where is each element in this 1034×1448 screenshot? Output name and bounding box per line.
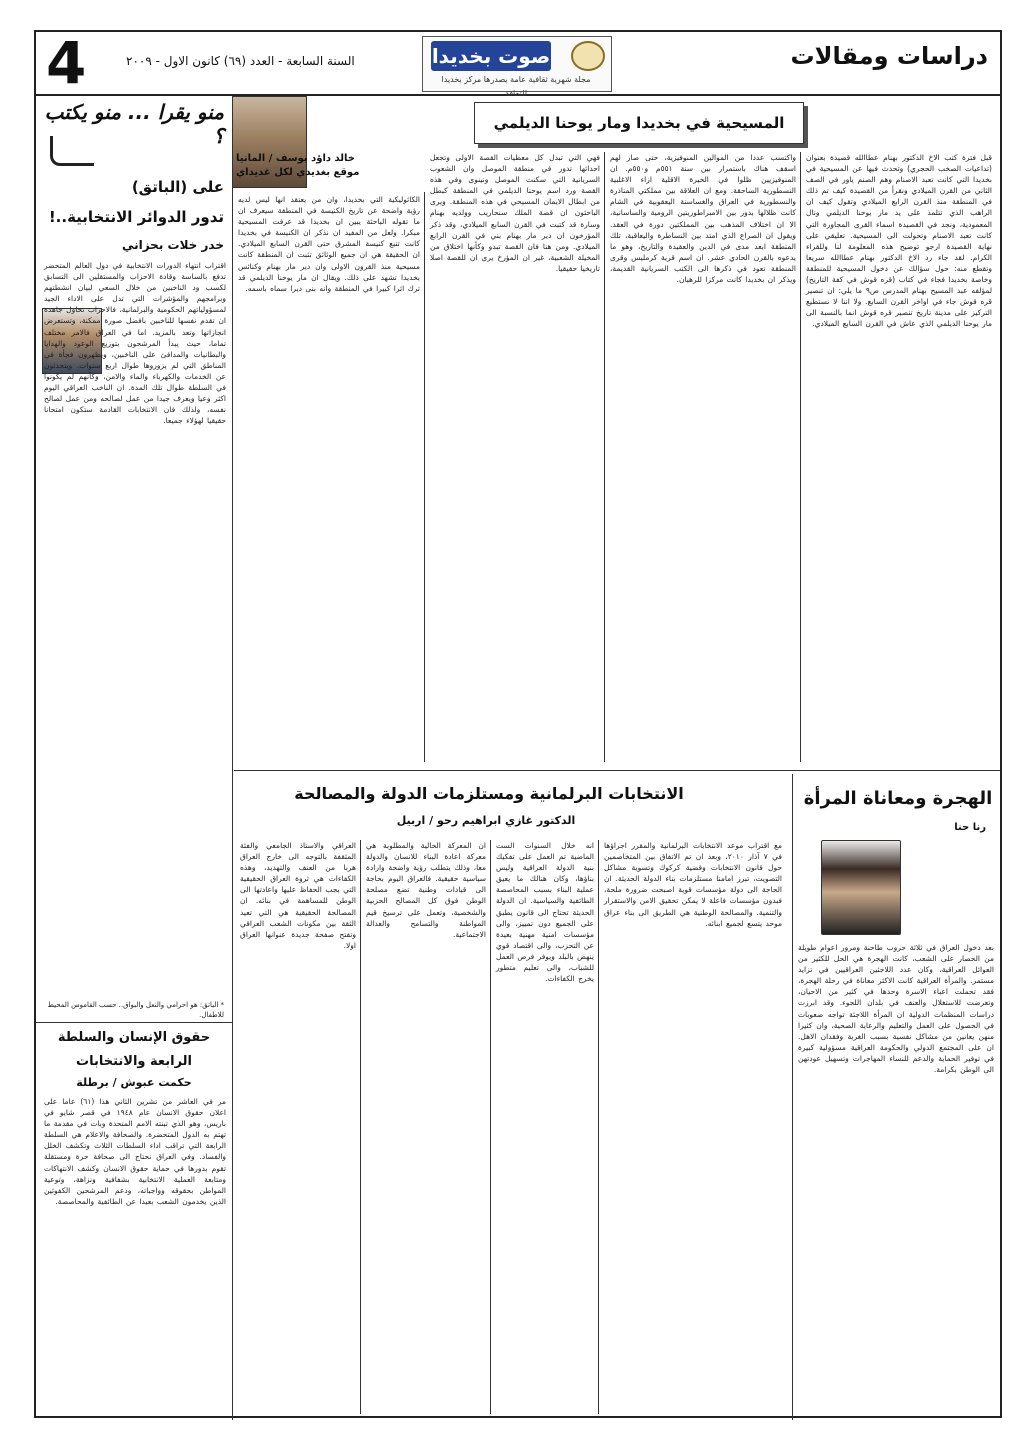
page-header	[36, 29, 1000, 98]
column-rule	[800, 152, 801, 762]
left-article-title-1: على (الباتق)	[131, 178, 224, 196]
rights-article-author: حكمت عبوش / برطلة	[76, 1076, 192, 1089]
elections-column-4: العراقي والاستاذ الجامعي والفئة المثقفة بالتوجه الى خارج العراق هربا من العنف والتهديد، وهذه الكفاءات هي ثروة العراق الحقيقية التي يجب الحفاظ عليها واعادتها الى الوطن للمساهمة في بنائه. ان المصالحة الحقيقية هي التي تعيد الثقة بين مكونات الشعب العراقي وتفتح صفحة جديدة عنوانها العراق اولا.	[240, 841, 356, 950]
column-logo	[44, 100, 224, 168]
column-rule	[424, 192, 425, 762]
rights-article-title-1: حقوق الإنسان والسلطة	[57, 1030, 211, 1045]
author-name: خالد داؤد يوسف / المانيا	[236, 153, 355, 164]
left-article-body: اقتراب انتهاء الدورات الانتخابية في دول العالم المتحضر تدفع بالساسة وقادة الاحزاب والمستقلين الى التسابق لكسب ود الناخبين من خلال السعي لبيان انشطتهم وبرامجهم والمؤشرات التي تدل على الاداء الجيد لمسؤولياتهم الحكومية والبرلمانية، فالاحزاب تحاول جاهدة ان تقدم نفسها للناخبين بافضل صورة ممكنة، وتستعرض انجازاتها وتعد بالمزيد. اما في العراق فالامر مختلف تماما، حيث يبدأ المرشحون بتوزيع الوعود والهدايا والبطانيات والمدافئ على الناخبين، ويظهرون فجأة في المناطق التي لم يزوروها طوال اربع سنوات. ويتحدثون عن الخدمات والكهرباء والماء والامن، وكأنهم لم يكونوا في السلطة طوال تلك المدة. ان الناخب العراقي اليوم اكثر وعيا ويعرف جيدا من عمل لصالحه ومن عمل لصالح نفسه، ولذلك فان الانتخابات القادمة ستكون امتحانا حقيقيا لهؤلاء جميعا.	[44, 261, 226, 426]
logo-title: صوت بخديدا	[431, 41, 551, 71]
main-article-author	[236, 152, 366, 180]
left-article-title-2: تدور الدوائر الانتخابية..!	[48, 208, 224, 226]
elections-column-2: انه خلال السنوات الست الماضية تم العمل على تفكيك بنية الدولة العراقية وليس بناؤها، وكان هنالك ما يعيق عملية البناء بسبب المحاصصة الطائفية والسياسية. ان الدولة الحديثة تحتاج الى قانون يطبق على الجميع دون تمييز، والى مؤسسات امنية مهنية بعيدة عن التحزب، والى اقتصاد قوي ينهض بالبلد ويوفر فرص العمل للشباب، والى تعليم متطور يخرج الكفاءات.	[496, 841, 594, 984]
left-article-author: خدر خلات بحزاني	[121, 238, 224, 252]
woman-author-photo	[821, 840, 901, 935]
woman-article-author: رنا حنا	[954, 822, 986, 833]
logo-subtitle: مجلة شهرية ثقافية عامة يصدرها مركز بخديدا للثقافة	[441, 75, 591, 98]
bracket-ornament	[50, 136, 94, 166]
main-article-title-box	[474, 102, 804, 144]
main-article-column-4: الكاثوليكية التي بخديدا، وان من يعتقد انها ليس لديه رؤية واضحة عن تاريخ الكنيسة في المنطقة سيعرف ان ما تقوله الباحثة يبين ان بخديدا قد عرفت المسيحية مبكرا. ولعل من المفيد ان نذكر ان الكنيسة في بخديدا كانت تتبع كنيسة المشرق حتى القرن السابع الميلادي. ان الحقيقة هي ان جميع الوثائق تثبت ان المنطقة كانت مسيحية منذ القرون الاولى وان دير مار بهنام وكنائس بخديدا تشهد على ذلك. ويقال ان مار يوحنا الديلمي قد ترك اثرا كبيرا في المنطقة وانه بنى ديرا سماه باسمه.	[238, 195, 420, 293]
main-article-title: المسيحية في بخديدا ومار يوحنا الديلمي	[493, 114, 785, 132]
elections-article-author: الدكتور غازي ابراهيم رحو / اربيل	[396, 814, 576, 827]
emblem-icon	[571, 41, 605, 71]
main-article-column-2: واكتسب عددا من الموالين المنوفيزية، حتى صار لهم اسقف هناك باستمرار بين سنة ٥٥١م و٥٥٠م. ان المنوفيزيين ظلوا في الحيرة الاقلية ازاء الاغلبية النسطورية الساحقة. ومع ان العلاقة بين مملكتي المناذرة والنسطورية في العراق والغساسنة اليعقوبية في الشام كانت ظلالها بدور بين الامبراطوريتين الرومية والساسانية، الا ان اختلاف المذهب بين المملكتين دورة في العقد. ويقول ان الصراع الذي امتد بين النساطرة واليعاقبة، تلك المنطقة ابعد مدى في الدين والعقيدة والتاريخ، وهو ما يدعوه بالقرن الحادي عشر. ان اسم قرية كرمليس وقرى المنطقة تعود في ذكرها الى الكتب السريانية القديمة، ويذكر ان بخديدا كانت مركزا للرهبان.	[610, 153, 796, 285]
woman-article-title: الهجرة ومعاناة المرأة	[803, 788, 993, 809]
elections-column-3: ان المعركة الحالية والمطلوبة هي معركة اعادة البناء للانسان والدولة معا، وذلك يتطلب رؤية واضحة وارادة سياسية حقيقية. فالعراق اليوم بحاجة الى قيادات وطنية تضع مصلحة الوطن فوق كل المصالح الحزبية والشخصية، وتعمل على ترسيخ قيم المواطنة والتسامح والعدالة الاجتماعية.	[366, 841, 486, 939]
column-logo-text: منو يقرا ... منو يكتب ؟	[44, 100, 224, 148]
woman-article-body: بعد دخول العراق في ثلاثة حروب طاحنة ومرور اعوام طويلة من الحصار على الشعب، كانت الهجرة هي الحل للكثير من العوائل العراقية، وكان عدد اللاجئين العراقيين في تزايد مستمر. والمرأة العراقية كانت الاكثر معاناة في رحلة الهجرة، فقد تحملت اعباء الاسرة وحدها في كثير من الاحيان، وتعرضت للاستغلال والعنف في بلدان اللجوء. وقد ابرزت دراسات المنظمات الدولية ان المرأة اللاجئة تواجه صعوبات في الحصول على العمل والتعليم والرعاية الصحية، وان كثيرا منهن يعانين من مشاكل نفسية بسبب الغربة وفقدان الاهل. ان على المجتمع الدولي والحكومة العراقية مسؤولية كبيرة في توفير الحماية والدعم للنساء المهاجرات وتسهيل عودتهن الى الوطن بكرامة.	[798, 943, 994, 1075]
elections-column-1: مع اقتراب موعد الانتخابات البرلمانية والمقرر اجراؤها في ٧ آذار ٢٠١٠، وبعد ان تم الاتفاق بين المتخاصمين حول قانون الانتخابات وقضية كركوك وتسوية مشاكل التصويت، تبرز امامنا مستلزمات بناء الدولة الحديثة. ان الحاجة الى دولة مؤسسات قوية اصبحت ضرورة ملحة، فبدون مؤسسات فاعلة لا يمكن تحقيق الامن والاستقرار والتنمية. والمصالحة الوطنية هي الطريق الى بناء عراق موحد يتسع لجميع ابنائه.	[604, 841, 782, 928]
column-rule	[360, 840, 361, 1414]
rights-article-body: مر في العاشر من تشرين الثاني هذا (٦١) عاما على اعلان حقوق الانسان عام ١٩٤٨ في قصر شايو في باريس، وهو الذي تبنته الامم المتحدة وبات في مقدمة ما تهتم به الدول المتحضرة. والصحافة والاعلام هي السلطة الرابعة التي تراقب اداء السلطات الثلاث وتكشف الخلل والفساد. وفي العراق نحتاج الى صحافة حرة ومستقلة تقوم بدورها في حماية حقوق الانسان وكشف الانتهاكات ومتابعة العملية الانتخابية بشفافية ونزاهة، وتوعية المواطن بحقوقه وواجباته، ودعم المرشحين الكفوئين الذين يخدمون الشعب بعيدا عن الطائفية والمحاصصة.	[44, 1097, 226, 1206]
rights-article-title-2: الرابعة والانتخابات	[76, 1054, 192, 1069]
issue-info: السنة السابعة - العدد (٦٩) كانون الاول - ٢٠٠٩	[126, 54, 355, 68]
column-rule	[490, 840, 491, 1414]
page-number: 4	[46, 29, 87, 97]
author-site: موقع بغديدي لكل غديداي	[236, 167, 360, 178]
column-rule	[598, 840, 599, 1414]
column-rule	[792, 774, 793, 1420]
section-title: دراسات ومقالات	[790, 42, 988, 70]
section-divider	[36, 1022, 232, 1023]
left-footnote: * الباتق: هو احرامي والنعل والبواق.. حسب القاموس المحيط للاطفال.	[47, 1001, 224, 1019]
elections-article-title: الانتخابات البرلمانية ومستلزمات الدولة والمصالحة	[294, 784, 684, 803]
newspaper-logo	[422, 36, 612, 98]
newspaper-page	[34, 30, 1002, 1418]
column-rule	[604, 152, 605, 762]
main-article-column-3: فهي التي تبدل كل معطيات القصة الاولى وتجعل احداثها تدور في منطقة الموصل وان الشعوب السريانية التي سكنت الموصل ونينوى وفي هذه القصة ورد اسم يوحنا الديلمي في المنطقة كبطل من ابطال الايمان المسيحي في هذه المنطقة. ويرى الباحثون ان قصة الملك سنحاريب وولديه بهنام وسارة قد كتبت في القرن السابع الميلادي، وقد ذكر المؤرخون ان دير مار بهنام بني في القرن الرابع الميلادي. ومن هنا فان القصة تبدو وكأنها اختلاق من المخيلة الشعبية، غير ان المؤرخ يرى ان للقصة اصلا تاريخيا حقيقيا.	[430, 153, 600, 273]
main-article-column-1: قبل فترة كتب الاخ الدكتور بهنام عطاالله قصيدة بعنوان (تداعيات الصخب الحجري) وتحدث فيها عن المسيحية في بخديدا التي كانت تعبد الاصنام وهم الصنم ياور في الصف الثاني من القرن الميلادي ونقرأ من القصيدة كيف تم ذلك في المنطقة منذ القرن الرابع الميلادي وتقول كيف ان الراهب الذي تتلمذ على يد مار يوحنا الديلمي ونال المعمودية، ونجد في القصيدة اسماء القرى المجاورة التي كانت تعبد الاصنام وتحولت الى المسيحية. تعليقي على نهاية القصيدة ارجو توضيح هذه المعلومة لنا وللقراء الكرام. لقد جاء رد الاخ الدكتور بهنام عطاالله سريعا وتقطع منه: حول سؤالك عن دخول المسيحية للمنطقة وخاصة بخديدا فجاء في كتاب (قره قوش في كفة التاريخ) لمؤلفه عبد المسيح بهنام المدرس ص٩ ما يلي: ان تنصير قره قوش جاء في اواخر القرن السابع. ولا اننا لا نستطيع التركيز على مدينة تاريخ تنصير قره قوش انما بالنسبة الى مار يوحنا الديلمي الذي عاش في القرن السابع الميلادي.	[806, 153, 992, 329]
section-divider	[234, 770, 1000, 771]
woman-article-intro	[904, 840, 994, 940]
column-rule	[232, 96, 233, 1420]
